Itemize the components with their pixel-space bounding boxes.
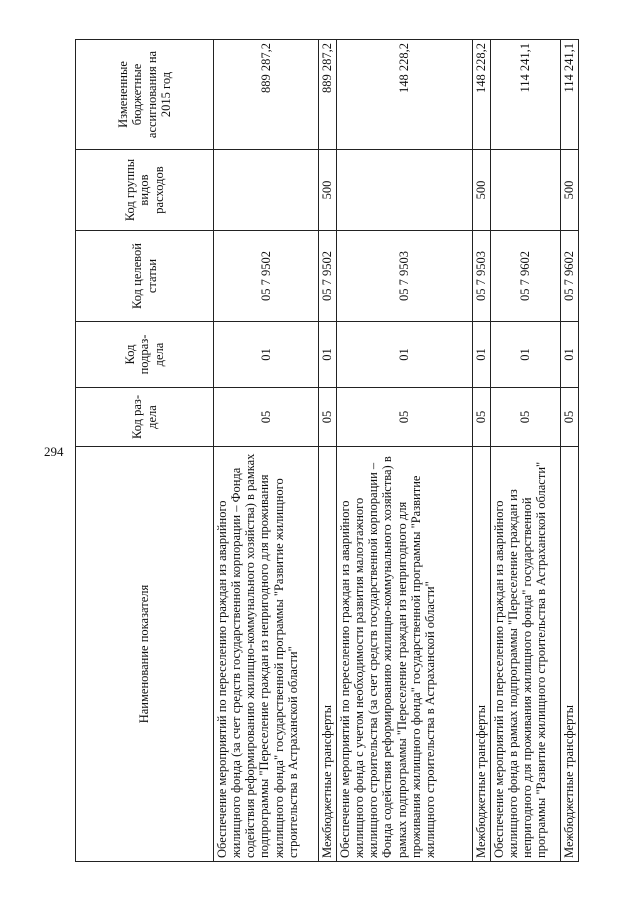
table-row <box>214 40 319 862</box>
row-vid: 500 <box>319 150 337 231</box>
row-podrazdel: 01 <box>491 322 561 388</box>
budget-table <box>75 39 579 862</box>
table-row <box>561 40 579 862</box>
row-razdel: 05 <box>561 388 579 447</box>
row-razdel: 05 <box>491 388 561 447</box>
row-amount: 889 287,2 <box>214 40 319 150</box>
row-amount: 148 228,2 <box>337 40 473 150</box>
table-row <box>491 40 561 862</box>
row-vid <box>214 150 319 231</box>
table-header-row <box>76 40 214 862</box>
header-name: Наименование показателя <box>76 447 214 862</box>
header-razdel: Код раз-дела <box>76 388 214 447</box>
row-vid <box>337 150 473 231</box>
row-razdel: 05 <box>473 388 491 447</box>
row-statya: 05 7 9602 <box>561 231 579 322</box>
row-name: Межбюджетные трансферты <box>561 447 579 862</box>
row-razdel: 05 <box>319 388 337 447</box>
row-vid <box>491 150 561 231</box>
header-podrazdel: Код подраз-дела <box>76 322 214 388</box>
row-name: Межбюджетные трансферты <box>319 447 337 862</box>
row-vid: 500 <box>561 150 579 231</box>
rotated-table-container <box>75 40 577 862</box>
row-podrazdel: 01 <box>337 322 473 388</box>
table-row <box>337 40 473 862</box>
row-statya: 05 7 9602 <box>491 231 561 322</box>
header-vid: Код группы видов расходов <box>76 150 214 231</box>
row-vid: 500 <box>473 150 491 231</box>
row-amount: 114 241,1 <box>491 40 561 150</box>
row-podrazdel: 01 <box>473 322 491 388</box>
row-name: Обеспечение мероприятий по переселению граждан из аварийного жилищного фонда (за счет средств государственной корпорации – Фонда содействия реформированию жилищно-коммунального хозяйства) в рамках подпрограммы "Переселение граждан из непригодного для проживания жилищного фонда" государственной программы "Развитие жилищного строительства в Астраханской области" <box>214 447 319 862</box>
row-statya: 05 7 9502 <box>214 231 319 322</box>
row-statya: 05 7 9503 <box>337 231 473 322</box>
row-name: Обеспечение мероприятий по переселению граждан из аварийного жилищного фонда с учетом необходимости развития малоэтажного жилищного строительства (за счет средств государственной корпорации – Фонда содействия реформированию жилищно-коммунального хозяйства) в рамках подпрограммы "Переселение граждан из непригодного для проживания жилищного фонда" государственной программы "Развитие жилищного строительства в Астраханской области" <box>337 447 473 862</box>
row-amount: 889 287,2 <box>319 40 337 150</box>
row-name: Межбюджетные трансферты <box>473 447 491 862</box>
table-row <box>319 40 337 862</box>
row-razdel: 05 <box>214 388 319 447</box>
row-amount: 114 241,1 <box>561 40 579 150</box>
row-amount: 148 228,2 <box>473 40 491 150</box>
row-podrazdel: 01 <box>561 322 579 388</box>
page-number: 294 <box>44 444 64 459</box>
header-statya: Код целевой статьи <box>76 231 214 322</box>
table-row <box>473 40 491 862</box>
row-podrazdel: 01 <box>214 322 319 388</box>
row-podrazdel: 01 <box>319 322 337 388</box>
row-statya: 05 7 9502 <box>319 231 337 322</box>
header-amount: Измененные бюджетные ассигнования на 2015 год <box>76 40 214 150</box>
row-statya: 05 7 9503 <box>473 231 491 322</box>
row-name: Обеспечение мероприятий по переселению граждан из аварийного жилищного фонда в рамках подпрограммы "Переселение граждан из непригодного для проживания жилищного фонда" государственной программы "Развитие жилищного строительства в Астраханской области" <box>491 447 561 862</box>
row-razdel: 05 <box>337 388 473 447</box>
